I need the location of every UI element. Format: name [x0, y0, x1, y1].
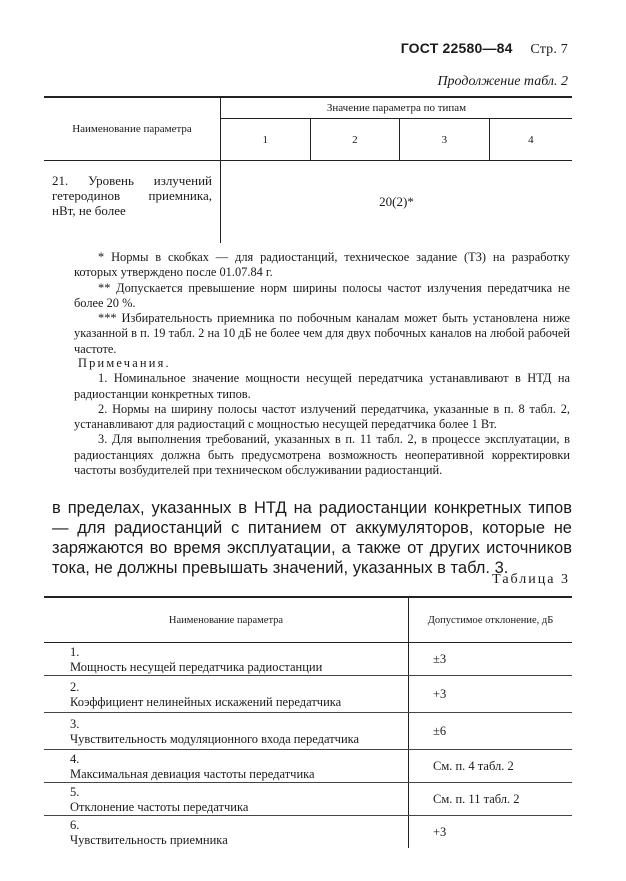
table2-row-value: 20(2)*: [379, 194, 414, 209]
table2-header-type-3: 3: [400, 119, 490, 161]
table2-header-type-4: 4: [489, 119, 572, 161]
standard-number: ГОСТ 22580—84: [400, 40, 513, 56]
row-label: Максимальная девиация частоты передатчика: [70, 767, 315, 781]
table-row: [44, 816, 572, 849]
table-row: [44, 783, 572, 816]
table3-row-name: [44, 750, 409, 783]
table3-header-name: Наименование параметра: [44, 597, 409, 643]
footnote-1: * Нормы в скобках — для радиостанций, техническое задание (ТЗ) на разработку которых утверждено после 01.07.84 г.: [74, 250, 570, 280]
table3-header-value: Допустимое отклонение, дБ: [409, 597, 573, 643]
table2-row-name: 21. Уровень излучений гетеродинов приемника, нВт, не более: [44, 161, 221, 244]
table-row: [44, 161, 572, 244]
row-label: Коэффициент нелинейных искажений передатчика: [70, 695, 342, 709]
table3-row-value: ±3: [409, 643, 573, 676]
row-label: Мощность несущей передатчика радиостанции: [70, 660, 323, 674]
table-3: [44, 596, 572, 848]
table3-row-name: [44, 643, 409, 676]
table-row: [44, 713, 572, 750]
row-label: Чувствительность модуляционного входа передатчика: [70, 732, 360, 746]
footnote-3: *** Избирательность приемника по побочным каналам может быть установлена ниже указанной в п. 19 табл. 2 на 10 дБ не более чем для двух побочных каналов на любой рабочей частоте.: [74, 311, 570, 356]
table3-row-name: [44, 783, 409, 816]
table3-row-name: [44, 713, 409, 750]
note-3: 3. Для выполнения требований, указанных в п. 11 табл. 2, в процессе эксплуатации, в радиостанциях должна быть предусмотрена возможность неоперативной корректировки частоты возбудителей при техническом обслуживании радиостанций.: [74, 432, 570, 478]
row-number: 4.: [70, 752, 80, 766]
row-number: 3.: [70, 717, 80, 731]
table-2-continuation: [44, 96, 572, 243]
table3-row-name: [44, 676, 409, 713]
row-label: Отклонение частоты передатчика: [70, 800, 249, 814]
table2-header-type-1: 1: [221, 119, 311, 161]
table3-row-value: См. п. 4 табл. 2: [409, 750, 573, 783]
row-number: 5.: [70, 785, 80, 799]
footnotes: [74, 250, 570, 357]
page-number: Стр. 7: [530, 42, 568, 57]
note-2: 2. Нормы на ширину полосы частот излучений передатчика, указанные в п. 8 табл. 2, устанавливают для радиостаций с мощностью несущей передатчика более 1 Вт.: [74, 401, 570, 432]
row-number: 1.: [70, 645, 80, 659]
row-label: Чувствительность приемника: [70, 833, 228, 847]
table3-row-value: +3: [433, 824, 447, 839]
table3-row-value: +3: [409, 676, 573, 713]
note-1: 1. Номинальное значение мощности несущей передатчика устанавливают в НТД на радиостанции конкретных типов.: [74, 371, 570, 401]
table-row: [44, 750, 572, 783]
body-paragraph: в пределах, указанных в НТД на радиостанции конкретных типов — для радиостанций с питанием от аккумуляторов, которые не заряжаются во время эксплуатации, а также от других источников тока, не должны превышать значений, указанных в табл. 3.: [52, 499, 572, 577]
table3-row-name: [44, 816, 409, 849]
row-number: 6.: [70, 818, 80, 832]
table3-row-value: ±6: [409, 713, 573, 750]
table-3-caption: Таблица 3: [492, 572, 570, 587]
table2-header-group: Значение параметра по типам: [221, 97, 573, 119]
table3-row-value: См. п. 11 табл. 2: [409, 783, 573, 816]
notes-section: [74, 356, 570, 478]
table-row: [44, 676, 572, 713]
row-number: 2.: [70, 680, 80, 694]
footnote-2: ** Допускается превышение норм ширины полосы частот излучения передатчика не более 20 %.: [74, 280, 570, 310]
table2-header-type-2: 2: [310, 119, 400, 161]
table2-header-name: Наименование параметра: [44, 97, 221, 161]
table-row: [44, 643, 572, 676]
notes-title: Примечания.: [78, 356, 171, 370]
page-header: [401, 40, 568, 58]
table-continuation-label: Продолжение табл. 2: [437, 74, 568, 89]
